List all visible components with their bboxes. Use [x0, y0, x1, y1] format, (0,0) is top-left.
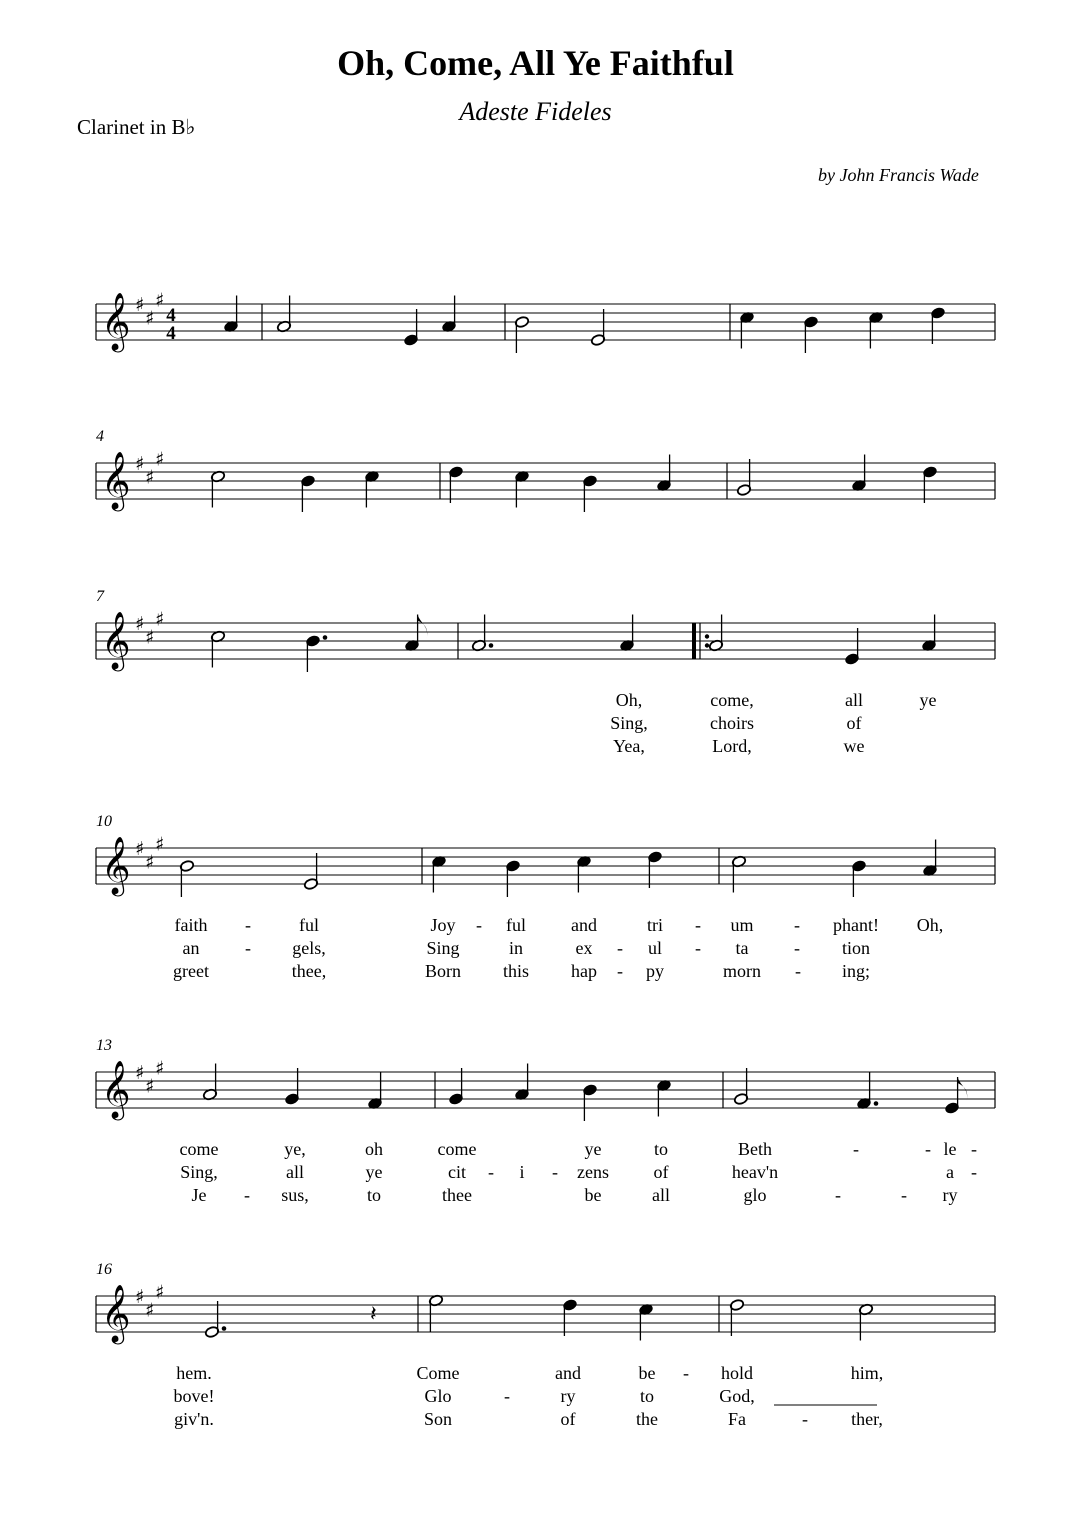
lyric-syllable: Yea, — [613, 736, 645, 756]
lyric-syllable: God, — [719, 1386, 755, 1406]
sharp-accidental: ♯ — [155, 1057, 165, 1080]
lyric-syllable: faith — [174, 915, 208, 935]
note — [921, 615, 936, 652]
lyric-syllable: Sing, — [180, 1162, 218, 1182]
lyric-syllable: Oh, — [916, 915, 944, 935]
lyric-hyphen: - — [795, 961, 801, 981]
composer-credit: by John Francis Wade — [818, 165, 979, 185]
lyric-hyphen: - — [504, 1386, 510, 1406]
note — [514, 470, 529, 507]
sharp-accidental: ♯ — [155, 1281, 165, 1304]
sharp-accidental: ♯ — [155, 833, 165, 856]
lyric-syllable: cit — [448, 1162, 466, 1182]
note — [305, 635, 327, 672]
note — [514, 316, 529, 353]
note — [844, 628, 859, 665]
sharp-accidental: ♯ — [145, 466, 155, 489]
treble-clef: 𝄞 — [101, 836, 131, 894]
lyric-syllable: Sing — [426, 938, 460, 958]
sharp-accidental: ♯ — [155, 448, 165, 471]
note — [944, 1077, 967, 1114]
note — [803, 316, 818, 353]
sharp-accidental: ♯ — [135, 453, 145, 475]
lyric-syllable: py — [646, 961, 664, 981]
note — [856, 1073, 878, 1110]
sharp-accidental: ♯ — [155, 289, 165, 312]
note — [582, 475, 597, 512]
lyric-syllable: Oh, — [615, 690, 643, 710]
lyric-hyphen: - — [617, 961, 623, 981]
note — [930, 307, 945, 344]
lyric-syllable: and — [571, 915, 597, 935]
staff-system-1 — [96, 290, 995, 354]
lyric-hyphen: - — [488, 1162, 494, 1182]
augmentation-dot — [489, 643, 494, 648]
lyric-syllable: Born — [425, 961, 461, 981]
note — [582, 1084, 597, 1121]
lyric-syllable: gels, — [292, 938, 326, 958]
sharp-accidental: ♯ — [135, 294, 145, 316]
sharp-accidental: ♯ — [145, 626, 155, 649]
lyric-syllable: Sing, — [610, 713, 648, 733]
staff-system-4 — [96, 813, 995, 897]
note — [505, 860, 520, 897]
lyric-syllable: Fa — [728, 1409, 746, 1429]
lyric-syllable: tion — [841, 938, 871, 958]
lyric-hyphen: - — [971, 1139, 977, 1159]
note — [367, 1073, 382, 1110]
note — [428, 1294, 443, 1331]
lyric-syllable: to — [639, 1386, 655, 1406]
lyric-syllable: all — [286, 1162, 304, 1182]
lyric-syllable: of — [560, 1409, 576, 1429]
treble-clef: 𝄞 — [101, 1284, 131, 1342]
note — [647, 851, 662, 888]
note — [514, 1064, 529, 1101]
lyric-hyphen: - — [794, 938, 800, 958]
treble-clef: 𝄞 — [101, 451, 131, 509]
lyric-syllable: giv'n. — [174, 1409, 214, 1429]
lyric-syllable: an — [182, 938, 200, 958]
lyric-syllable: Come — [416, 1363, 460, 1383]
lyric-syllable: of — [653, 1162, 669, 1182]
note — [868, 311, 883, 348]
measure-number: 16 — [96, 1261, 112, 1278]
augmentation-dot — [874, 1101, 879, 1106]
sharp-accidental: ♯ — [155, 608, 165, 631]
repeat-dot — [705, 634, 709, 638]
lyric-hyphen: - — [552, 1162, 558, 1182]
lyric-syllable: tri — [647, 915, 663, 935]
lyric-hyphen: - — [695, 915, 701, 935]
lyric-syllable: ye, — [284, 1139, 306, 1159]
note — [441, 296, 456, 333]
lyric-syllable: ing; — [841, 961, 871, 981]
time-signature-bottom: 4 — [166, 323, 176, 344]
note — [922, 466, 937, 503]
lyric-syllable: zens — [577, 1162, 609, 1182]
score-title: Oh, Come, All Ye Faithful — [337, 43, 734, 83]
lyric-syllable: ful — [506, 915, 526, 935]
sharp-accidental: ♯ — [145, 1299, 155, 1322]
note — [471, 615, 493, 652]
treble-clef: 𝄞 — [101, 292, 131, 350]
sharp-accidental: ♯ — [145, 307, 155, 330]
note — [210, 630, 225, 667]
lyric-syllable: um — [730, 915, 754, 935]
lyric-hyphen: - — [835, 1185, 841, 1205]
quarter-rest: 𝄽 — [370, 1302, 377, 1327]
note — [619, 615, 634, 652]
lyric-syllable: oh — [365, 1139, 383, 1159]
note — [731, 855, 746, 892]
lyric-syllable: phant! — [833, 915, 879, 935]
note — [729, 1299, 744, 1336]
measure-number: 4 — [96, 428, 104, 445]
note — [300, 475, 315, 512]
note — [708, 615, 723, 652]
lyric-hyphen: - — [617, 938, 623, 958]
staff-system-3 — [96, 588, 995, 672]
lyric-syllable: ye — [365, 1162, 383, 1182]
lyric-hyphen: - — [244, 1185, 250, 1205]
lyric-syllable: Glo — [424, 1386, 452, 1406]
lyric-syllable: greet — [173, 961, 209, 981]
treble-clef: 𝄞 — [101, 611, 131, 669]
lyric-hyphen: - — [971, 1162, 977, 1182]
augmentation-dot — [222, 1326, 227, 1331]
lyric-syllable: Joy — [430, 915, 456, 935]
note — [590, 309, 605, 346]
note — [851, 455, 866, 492]
lyric-syllable: ul — [647, 938, 663, 958]
note — [656, 455, 671, 492]
lyric-syllable: choirs — [710, 713, 754, 733]
note — [403, 309, 418, 346]
note — [448, 466, 463, 503]
note — [276, 296, 291, 333]
time-signature-top: 4 — [166, 305, 176, 326]
note — [179, 860, 194, 897]
lyric-syllable: come — [179, 1139, 219, 1159]
lyric-syllable: heav'n — [731, 1162, 779, 1182]
lyric-syllable: le — [943, 1139, 957, 1159]
lyric-hyphen: - — [794, 915, 800, 935]
note — [576, 855, 591, 892]
lyric-syllable: ye — [919, 690, 937, 710]
lyric-syllable: ful — [299, 915, 319, 935]
sharp-accidental: ♯ — [145, 1075, 155, 1098]
lyric-syllable: a — [946, 1162, 954, 1182]
measure-number: 7 — [96, 588, 104, 605]
lyric-syllable: sus, — [281, 1185, 309, 1205]
treble-clef: 𝄞 — [101, 1060, 131, 1118]
staff-system-2 — [96, 428, 995, 512]
sharp-accidental: ♯ — [135, 1062, 145, 1084]
note — [431, 855, 446, 892]
lyric-hyphen: - — [695, 938, 701, 958]
eighth-flag — [418, 615, 428, 639]
instrument-name: Clarinet in B♭ — [77, 115, 196, 139]
note — [448, 1068, 463, 1105]
lyric-hyphen: - — [802, 1409, 808, 1429]
lyric-syllable: this — [502, 961, 530, 981]
lyric-syllable: thee — [442, 1185, 472, 1205]
lyric-hyphen: - — [245, 915, 251, 935]
lyric-syllable: morn — [723, 961, 761, 981]
lyric-hyphen: - — [476, 915, 482, 935]
lyric-syllable: Son — [423, 1409, 453, 1429]
lyric-syllable: be — [584, 1185, 602, 1205]
lyric-syllable: thee, — [291, 961, 327, 981]
note — [223, 296, 238, 333]
note — [364, 470, 379, 507]
repeat-thick-barline — [692, 623, 696, 659]
lyric-syllable: ye — [584, 1139, 602, 1159]
note — [562, 1299, 577, 1336]
note — [656, 1079, 671, 1116]
sharp-accidental: ♯ — [145, 851, 155, 874]
lyric-syllable: him, — [850, 1363, 884, 1383]
lyric-hyphen: - — [901, 1185, 907, 1205]
lyric-syllable: bove! — [173, 1386, 215, 1406]
measure-number: 13 — [96, 1037, 112, 1054]
note — [739, 311, 754, 348]
lyric-syllable: glo — [743, 1185, 767, 1205]
lyric-syllable: ther, — [851, 1409, 883, 1429]
lyric-syllable: come, — [710, 690, 754, 710]
note — [638, 1303, 653, 1340]
note — [858, 1303, 873, 1340]
lyric-hyphen: - — [683, 1363, 689, 1383]
note — [202, 1064, 217, 1101]
note — [733, 1068, 748, 1105]
note — [204, 1301, 226, 1338]
note — [736, 459, 751, 496]
lyric-syllable: Je — [191, 1185, 207, 1205]
lyric-syllable: and — [555, 1363, 581, 1383]
lyric-hyphen: - — [245, 938, 251, 958]
lyric-syllable: ex — [575, 938, 593, 958]
lyric-syllable: Lord, — [712, 736, 752, 756]
lyric-syllable: we — [843, 736, 865, 756]
lyric-syllable: ta — [735, 938, 749, 958]
lyric-syllable: to — [653, 1139, 669, 1159]
lyric-syllable: come — [437, 1139, 477, 1159]
measure-number: 10 — [96, 813, 112, 830]
note — [404, 615, 427, 652]
note — [284, 1068, 299, 1105]
lyric-syllable: all — [652, 1185, 670, 1205]
lyric-syllable: hem. — [176, 1363, 212, 1383]
score-subtitle: Adeste Fideles — [459, 97, 612, 126]
augmentation-dot — [323, 635, 328, 640]
lyric-syllable: ry — [560, 1386, 576, 1406]
lyric-syllable: all — [845, 690, 863, 710]
note — [922, 840, 937, 877]
lyric-syllable: be — [638, 1363, 656, 1383]
note — [303, 853, 318, 890]
sharp-accidental: ♯ — [135, 1286, 145, 1308]
lyric-syllable: hold — [720, 1363, 754, 1383]
lyric-hyphen: - — [853, 1139, 859, 1159]
note — [210, 470, 225, 507]
lyric-hyphen: - — [925, 1139, 931, 1159]
lyric-syllable: of — [846, 713, 862, 733]
lyric-syllable: in — [508, 938, 524, 958]
sharp-accidental: ♯ — [135, 838, 145, 860]
lyric-syllable: to — [366, 1185, 382, 1205]
repeat-dot — [705, 643, 709, 647]
sharp-accidental: ♯ — [135, 613, 145, 635]
lyric-syllable: i — [519, 1162, 525, 1182]
lyric-syllable: Beth — [738, 1139, 772, 1159]
note — [851, 860, 866, 897]
lyric-syllable: the — [636, 1409, 658, 1429]
lyric-syllable: hap — [571, 961, 597, 981]
lyric-syllable: ry — [942, 1185, 958, 1205]
staff-system-5 — [96, 1037, 995, 1121]
